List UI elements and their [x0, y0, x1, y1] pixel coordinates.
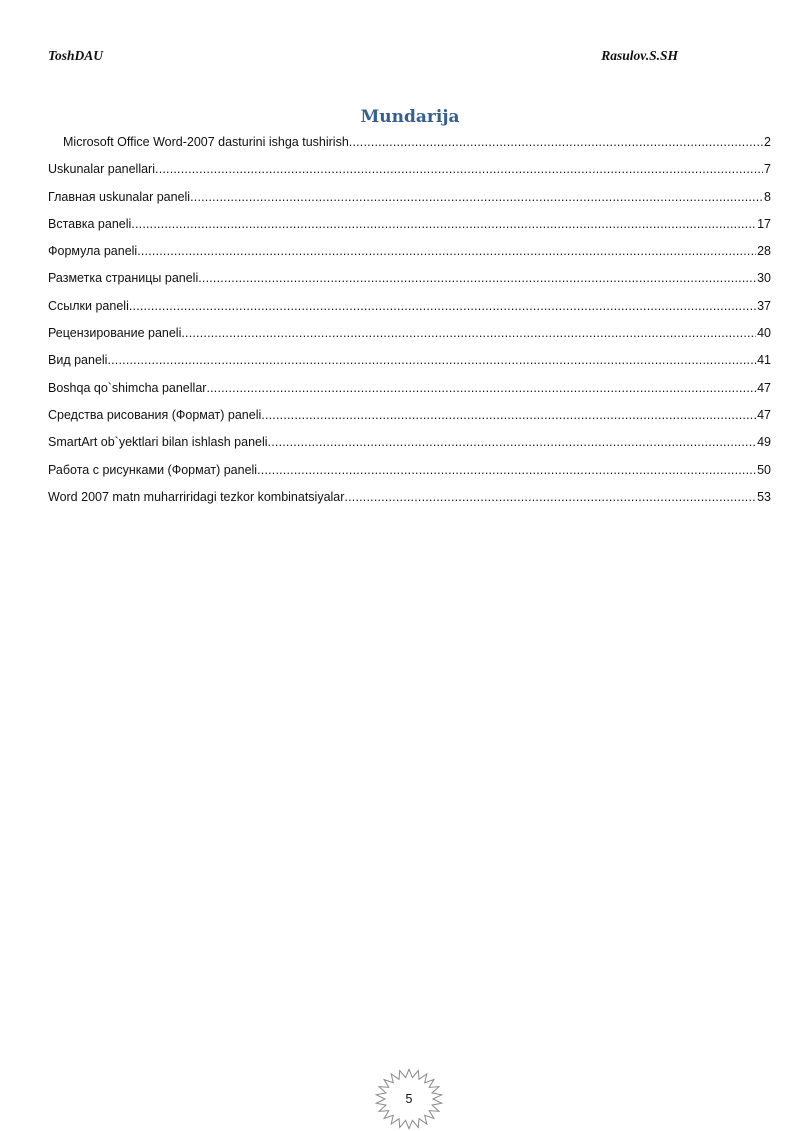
toc-entry-title: Uskunalar panellari [48, 162, 156, 177]
toc-entry[interactable] [48, 461, 771, 488]
toc-entry-title: Word 2007 matn muharriridagi tezkor kombinatsiyalar [48, 489, 345, 504]
toc-dot-leader [268, 433, 757, 451]
toc-dot-leader [257, 461, 756, 479]
header-institution: ToshDAU [48, 48, 104, 63]
toc-entry-page: 8 [764, 189, 771, 204]
toc-entry-title: Ссылки paneli [48, 298, 129, 313]
toc-entry[interactable] [48, 133, 771, 160]
toc-entry-page: 28 [757, 244, 771, 259]
toc-entry[interactable] [48, 379, 771, 406]
toc-entry[interactable] [48, 160, 771, 187]
toc-entry[interactable] [48, 188, 771, 215]
toc-entry-title: Формула paneli [48, 244, 138, 259]
toc-entry-page: 53 [757, 489, 771, 504]
toc-entry-page: 30 [757, 271, 771, 286]
toc-entry-title: Рецензирование paneli [48, 326, 182, 341]
toc-dot-leader [190, 188, 763, 206]
toc-entry-title: Работа с рисунками (Формат) paneli [48, 462, 258, 477]
toc-entry-title: Вид paneli [48, 353, 108, 368]
toc-dot-leader [129, 297, 756, 315]
toc-dot-leader [206, 379, 756, 397]
toc-entry[interactable] [48, 324, 771, 351]
toc-dot-leader [349, 133, 763, 151]
toc-entry-title: Средства рисования (Формат) paneli [48, 407, 262, 422]
toc-entry-page: 40 [757, 326, 771, 341]
toc-entry-page: 49 [757, 435, 771, 450]
toc-dot-leader [155, 160, 763, 178]
toc-entry-page: 2 [764, 135, 771, 149]
toc-entry-title: Вставка paneli [48, 216, 132, 231]
page-number: 5 [405, 1092, 413, 1106]
toc-entry-page: 50 [757, 462, 771, 477]
table-of-contents [48, 133, 771, 515]
toc-entry[interactable] [48, 433, 771, 460]
toc-dot-leader [131, 215, 756, 233]
toc-dot-leader [137, 242, 756, 260]
toc-entry-page: 7 [764, 162, 771, 177]
header-author: Rasulov.S.SH [601, 48, 678, 63]
page-header [48, 48, 678, 66]
toc-entry[interactable] [48, 215, 771, 242]
toc-entry[interactable] [48, 406, 771, 433]
toc-dot-leader [181, 324, 756, 342]
toc-entry[interactable] [48, 351, 771, 378]
toc-entry-title: Boshqa qo`shimcha panellar [48, 380, 207, 395]
toc-entry-page: 17 [757, 216, 771, 231]
toc-dot-leader [261, 406, 756, 424]
toc-entry-page: 37 [757, 298, 771, 313]
toc-entry[interactable] [48, 488, 771, 515]
toc-title: Mundarija [360, 107, 460, 127]
toc-entry-title: Microsoft Office Word-2007 dasturini ishga tushirish [63, 135, 349, 149]
toc-entry-title: Разметка страницы paneli [48, 271, 199, 286]
page-number-badge [374, 1068, 444, 1130]
toc-dot-leader [198, 269, 756, 287]
toc-entry-page: 47 [757, 407, 771, 422]
toc-entry[interactable] [48, 297, 771, 324]
toc-entry-page: 41 [757, 353, 771, 368]
toc-entry[interactable] [48, 242, 771, 269]
toc-dot-leader [107, 351, 756, 369]
toc-entry-title: Главная uskunalar paneli [48, 189, 191, 204]
toc-entry-page: 47 [757, 380, 771, 395]
toc-entry-title: SmartArt ob`yektlari bilan ishlash paneli [48, 435, 268, 450]
toc-dot-leader [344, 488, 756, 506]
toc-entry[interactable] [48, 269, 771, 296]
